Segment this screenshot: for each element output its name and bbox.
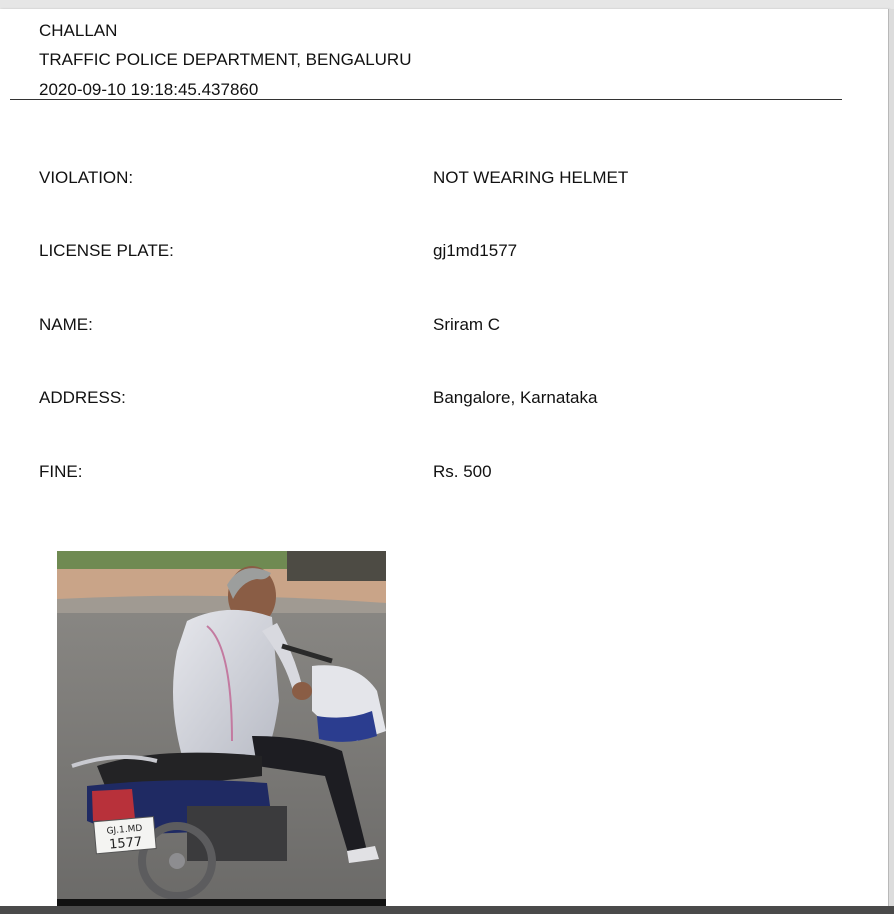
fine-label: FINE: (39, 462, 83, 481)
viewer-top-strip (0, 0, 894, 9)
name-label: NAME: (39, 315, 93, 334)
violation-value: NOT WEARING HELMET (433, 168, 629, 187)
department-name: TRAFFIC POLICE DEPARTMENT, BENGALURU (39, 50, 412, 69)
violation-label: VIOLATION: (39, 168, 134, 187)
photo-plate-line2: 1577 (108, 834, 143, 853)
document-title: CHALLAN (39, 21, 118, 40)
challan-document-page (0, 9, 889, 906)
name-value: Sriram C (433, 315, 501, 334)
viewer-bottom-bar (0, 906, 894, 914)
viewer-right-gutter (889, 9, 894, 906)
fine-value: Rs. 500 (433, 462, 492, 481)
issue-timestamp: 2020-09-10 19:18:45.437860 (39, 80, 259, 99)
address-value: Bangalore, Karnataka (433, 388, 598, 407)
photo-plate-line1: GJ.1.MD (106, 823, 143, 837)
violation-photo (57, 551, 386, 906)
address-label: ADDRESS: (39, 388, 126, 407)
license-plate-label: LICENSE PLATE: (39, 241, 174, 260)
header-divider (10, 99, 842, 100)
license-plate-value: gj1md1577 (433, 241, 518, 260)
